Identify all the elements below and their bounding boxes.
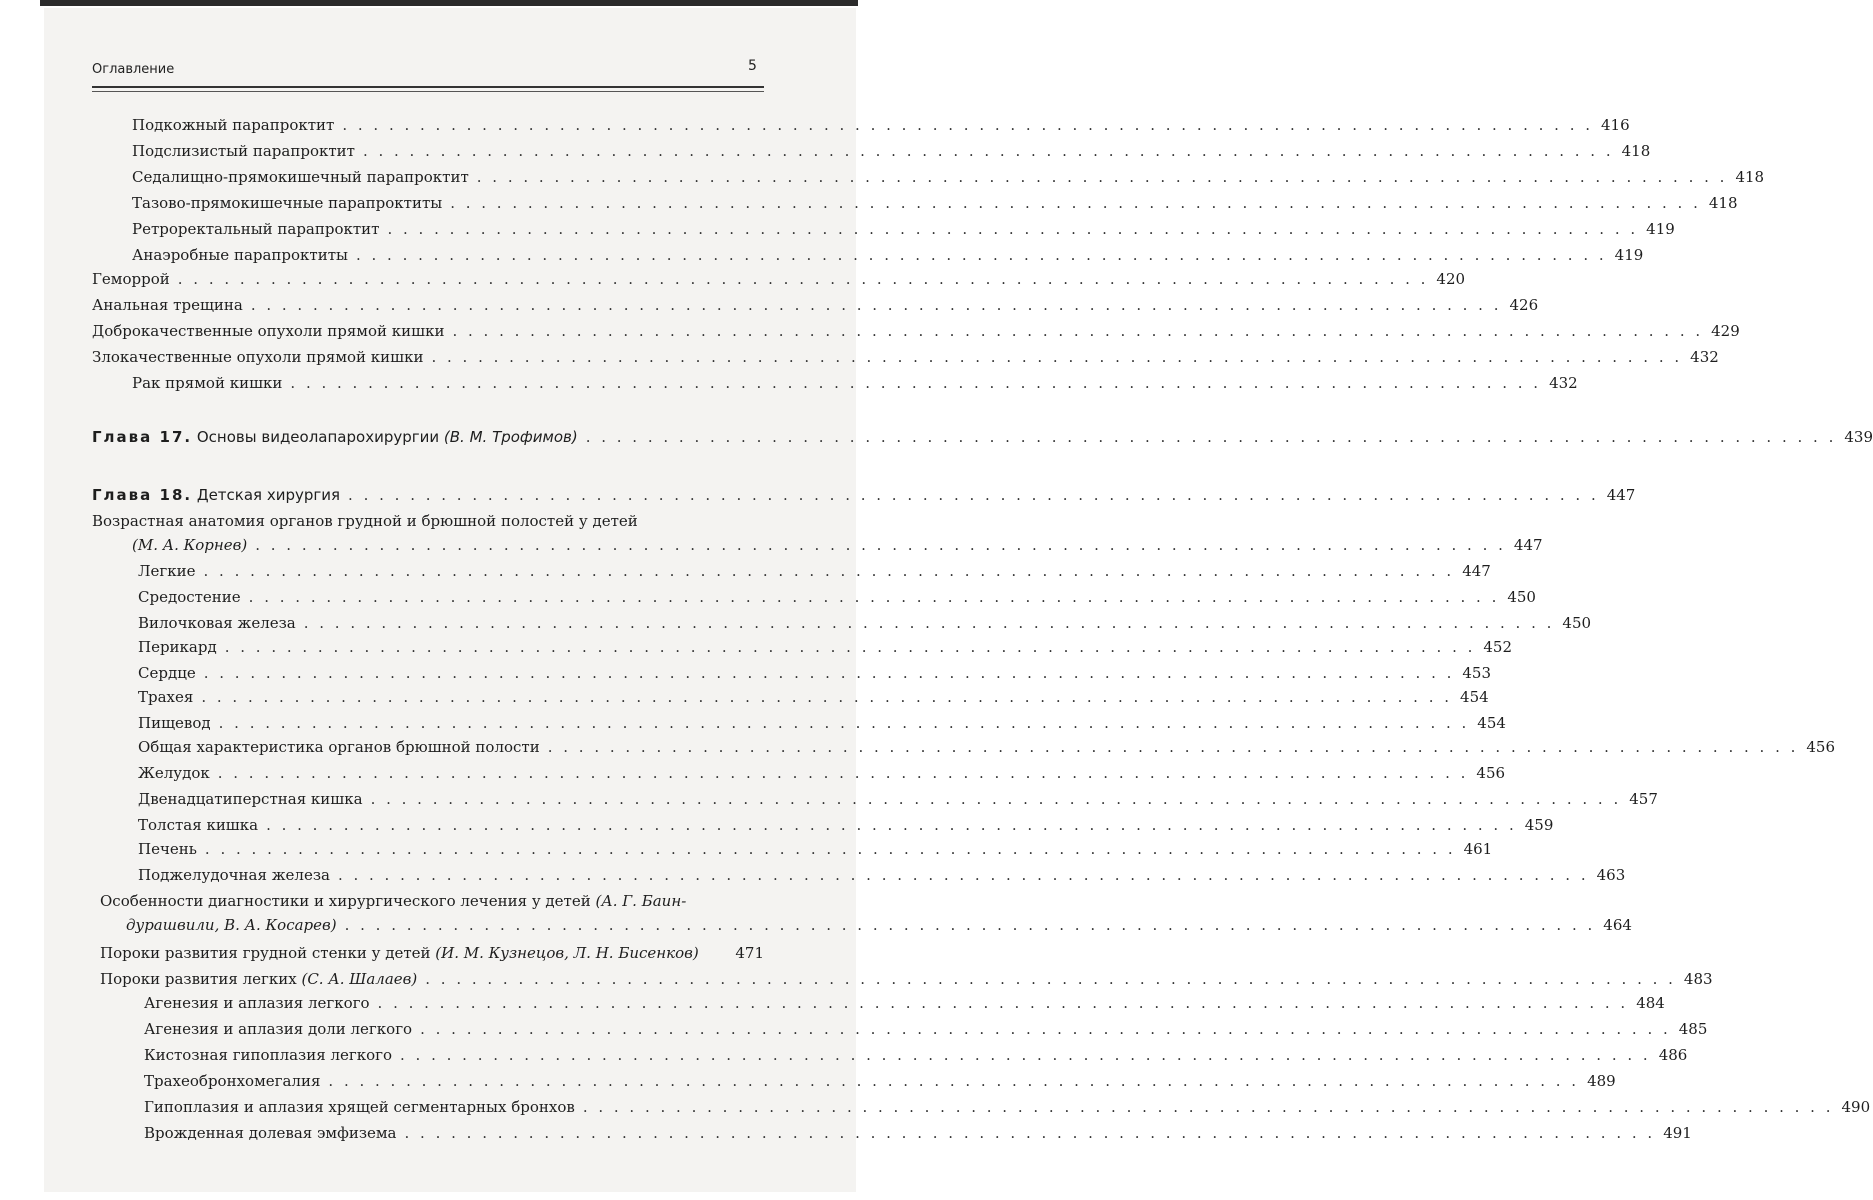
toc-entry-title: Доброкачественные опухоли прямой кишки <box>92 322 445 340</box>
toc-entry-page: 484 <box>1636 994 1665 1012</box>
toc-entry-title: Геморрой <box>92 270 170 288</box>
toc-entry-page: 416 <box>1601 116 1630 134</box>
toc-entry-page: 439 <box>1844 428 1873 446</box>
toc-entry[interactable] <box>144 990 1665 1016</box>
dot-leader: . . . . . . . . . . . . . . . . . . . . . . . . . . . . . . . . . . . . . . . . . . . . . . . . . . . . . . . . . . . . . . . . . . . . . . . . . . . . . . . . . <box>290 374 1542 392</box>
chapter-title: Детская хирургия <box>196 486 341 504</box>
toc-entry-title: Вилочковая железа <box>138 614 296 632</box>
toc-entry[interactable] <box>144 1016 1708 1042</box>
toc-entry[interactable] <box>138 634 1513 660</box>
toc-entry-title: Трахея <box>138 688 194 706</box>
page-number: 5 <box>748 58 757 74</box>
toc-entry-page: 483 <box>1683 970 1713 988</box>
toc-entry[interactable] <box>144 1120 1692 1146</box>
chapter-label: Глава 18. <box>92 486 193 504</box>
toc-entry-title: Пищевод <box>138 714 211 732</box>
dot-leader: . . . . . . . . . . . . . . . . . . . . . . . . . . . . . . . . . . . . . . . . . . . . . . . . . . . . . . . . . . . . . . . . . . . . . . . . . . . . . . . . . <box>377 994 1629 1012</box>
toc-entry-page: 432 <box>1549 374 1578 392</box>
dot-leader: . . . . . . . . . . . . . . . . . . . . . . . . . . . . . . . . . . . . . . . . . . . . . . . . . . . . . . . . . . . . . . . . . . . . . . . . . . . . . . . . . <box>420 1020 1671 1038</box>
toc-entry-page: 418 <box>1735 168 1765 186</box>
toc-entry-page: 452 <box>1483 638 1513 656</box>
toc-entry[interactable] <box>92 318 1740 344</box>
toc-entry-title: Легкие <box>138 562 196 580</box>
toc-entry-title: Общая характеристика органов брюшной полости <box>138 738 540 756</box>
toc-entry-page: 432 <box>1690 348 1719 366</box>
dot-leader: . . . . . . . . . . . . . . . . . . . . . . . . . . . . . . . . . . . . . . . . . . . . . . . . . . . . . . . . . . . . . . . . . . . . . . . . . . . . . . . . . <box>370 790 1622 808</box>
toc-entry[interactable] <box>100 940 764 966</box>
dot-leader: . . . . . . . . . . . . . . . . . . . . . . . . . . . . . . . . . . . . . . . . . . . . . . . . . . . . . . . . . . . . . . . . . . . . . . . . . . . . . . . . . <box>585 428 1837 446</box>
toc-entry-page: 450 <box>1507 588 1536 606</box>
toc-entry-page: 420 <box>1436 270 1466 288</box>
dot-leader: . . . . . . . . . . . . . . . . . . . . . . . . . . . . . . . . . . . . . . . . . . . . . . . . . . . . . . . . . . . . . . . . . . . . . . . . . . . . . . . . . <box>387 220 1639 238</box>
dot-leader: . . . . . . . . . . . . . . . . . . . . . . . . . . . . . . . . . . . . . . . . . . . . . . . . . . . . . . . . . . . . . . . . . . . . . . . . . . . . . . . . . <box>425 970 1676 988</box>
dot-leader: . . . . . . . . . . . . . . . . . . . . . . . . . . . . . . . . . . . . . . . . . . . . . . . . . . . . . . . . . . . . . . . . . . . . . . . . . . . . . . . . . <box>450 194 1701 212</box>
toc-entry-title-line[interactable]: Возрастная анатомия органов грудной и брюшной полостей у детей <box>92 512 638 530</box>
toc-entry[interactable] <box>144 1042 1688 1068</box>
toc-entry-page: 490 <box>1841 1098 1871 1116</box>
toc-entry-page: 419 <box>1614 246 1644 264</box>
dot-leader: . . . . . . . . . . . . . . . . . . . . . . . . . . . . . . . . . . . . . . . . . . . . . . . . . . . . . . . . . . . . . . . . . . . . . . . . . . . . . . . . . <box>362 142 1614 160</box>
toc-entry-title: Врожденная долевая эмфизема <box>144 1124 397 1142</box>
chapter-heading[interactable] <box>92 482 1636 508</box>
toc-entry-page: 453 <box>1462 664 1492 682</box>
toc-entry[interactable] <box>132 216 1675 242</box>
toc-entry-title: Поджелудочная железа <box>138 866 330 884</box>
toc-entry[interactable] <box>138 710 1506 736</box>
running-head: Оглавление <box>92 62 175 77</box>
toc-entry-author: (И. М. Кузнецов, Л. Н. Бисенков) <box>435 944 699 962</box>
toc-entry[interactable] <box>138 660 1492 686</box>
toc-entry-author: (М. А. Корнев) <box>132 536 248 554</box>
toc-entry-title: Агенезия и аплазия легкого <box>144 994 370 1012</box>
dot-leader: . . . . . . . . . . . . . . . . . . . . . . . . . . . . . . . . . . . . . . . . . . . . . . . . . . . . . . . . . . . . . . . . . . . . . . . . . . . . . . . . . <box>177 270 1429 288</box>
toc-entry-page: 418 <box>1708 194 1738 212</box>
toc-entry-title: Особенности диагностики и хирургического лечения у детей <box>100 892 591 910</box>
dot-leader: . . . . . . . . . . . . . . . . . . . . . . . . . . . . . . . . . . . . . . . . . . . . . . . . . . . . . . . . . . . . . . . . . . . . . . . . . . . . . . . . . <box>217 764 1469 782</box>
toc-entry-title: Анальная трещина <box>92 296 243 314</box>
dot-leader: . . . . . . . . . . . . . . . . . . . . . . . . . . . . . . . . . . . . . . . . . . . . . . . . . . . . . . . . . . . . . . . . . . . . . . . . . . . . . . . . . <box>431 348 1683 366</box>
toc-entry-title: Трахеобронхомегалия <box>144 1072 321 1090</box>
toc-entry-page: 450 <box>1562 614 1592 632</box>
toc-entry-page: 447 <box>1606 486 1636 504</box>
toc-entry-page: 461 <box>1463 840 1493 858</box>
toc-entry-page: 459 <box>1524 816 1554 834</box>
toc-entry-title: Толстая кишка <box>138 816 259 834</box>
toc-entry-page: 485 <box>1678 1020 1708 1038</box>
chapter-label: Глава 17. <box>92 428 193 446</box>
toc-entry[interactable] <box>138 584 1536 610</box>
toc-entry[interactable] <box>138 812 1554 838</box>
toc-entry-page: 454 <box>1460 688 1489 706</box>
toc-entry-title: Тазово-прямокишечные парапроктиты <box>132 194 443 212</box>
dot-leader: . . . . . . . . . . . . . . . . . . . . . . . . . . . . . . . . . . . . . . . . . . . . . . . . . . . . . . . . . . . . . . . . . . . . . . . . . . . . . . . . . <box>303 614 1555 632</box>
toc-entry-title: Злокачественные опухоли прямой кишки <box>92 348 424 366</box>
toc-entry-title: Желудок <box>138 764 210 782</box>
dot-leader: . . . . . . . . . . . . . . . . . . . . . . . . . . . . . . . . . . . . . . . . . . . . . . . . . . . . . . . . . . . . . . . . . . . . . . . . . . . . . . . . . <box>201 688 1453 706</box>
toc-entry-page: 429 <box>1711 322 1740 340</box>
toc-entry-page: 447 <box>1513 536 1543 554</box>
toc-entry-page: 419 <box>1646 220 1675 238</box>
toc-entry[interactable] <box>126 912 1632 938</box>
toc-entry-page: 447 <box>1462 562 1491 580</box>
dot-leader: . . . . . . . . . . . . . . . . . . . . . . . . . . . . . . . . . . . . . . . . . . . . . . . . . . . . . . . . . . . . . . . . . . . . . . . . . . . . . . . . . <box>476 168 1728 186</box>
toc-entry[interactable] <box>138 558 1491 584</box>
dot-leader: . . . . . . . . . . . . . . . . . . . . . . . . . . . . . . . . . . . . . . . . . . . . . . . . . . . . . . . . . . . . . . . . . . . . . . . . . . . . . . . . . <box>400 1046 1651 1064</box>
dot-leader: . . . . . . . . . . . . . . . . . . . . . . . . . . . . . . . . . . . . . . . . . . . . . . . . . . . . . . . . . . . . . . . . . . . . . . . . . . . . . . . . . <box>204 840 1456 858</box>
toc-entry-page: 426 <box>1509 296 1539 314</box>
toc-entry-title: Сердце <box>138 664 196 682</box>
toc-entry-title: Подкожный парапроктит <box>132 116 335 134</box>
dot-leader: . . . . . . . . . . . . . . . . . . . . . . . . . . . . . . . . . . . . . . . . . . . . . . . . . . . . . . . . . . . . . . . . . . . . . . . . . . . . . . . . . <box>348 486 1599 504</box>
toc-entry[interactable] <box>132 164 1765 190</box>
toc-entry-page: 456 <box>1806 738 1836 756</box>
toc-entry-title: Гипоплазия и аплазия хрящей сегментарных бронхов <box>144 1098 575 1116</box>
toc-entry-title: Ретроректальный парапроктит <box>132 220 380 238</box>
toc-entry[interactable] <box>92 344 1719 370</box>
toc-entry-author: (С. А. Шалаев) <box>301 970 418 988</box>
toc-entry[interactable] <box>132 112 1630 138</box>
toc-entry-author: дурашвили, В. А. Косарев) <box>126 916 337 934</box>
toc-entry-page: 454 <box>1477 714 1506 732</box>
toc-entry[interactable] <box>144 1094 1871 1120</box>
toc-entry[interactable] <box>100 966 1713 992</box>
dot-leader: . . . . . . . . . . . . . . . . . . . . . . . . . . . . . . . . . . . . . . . . . . . . . . . . . . . . . . . . . . . . . . . . . . . . . . . . . . . . . . . . . <box>266 816 1517 834</box>
toc-entry-title: Подслизистый парапроктит <box>132 142 355 160</box>
toc-entry[interactable] <box>92 266 1466 292</box>
toc-entry-author: (А. Г. Баин- <box>595 892 687 910</box>
toc-entry-title: Анаэробные парапроктиты <box>132 246 348 264</box>
toc-entry[interactable] <box>144 1068 1616 1094</box>
toc-entry-title: Рак прямой кишки <box>132 374 283 392</box>
toc-entry[interactable] <box>138 836 1493 862</box>
toc-entry[interactable] <box>132 532 1543 558</box>
toc-entry-page: 457 <box>1629 790 1658 808</box>
dot-leader: . . . . . . . . . . . . . . . . . . . . . . . . . . . . . . . . . . . . . . . . . . . . . . . . . . . . . . . . . . . . . . . . . . . . . . . . . . . . . . . . . <box>337 866 1589 884</box>
dot-leader: . . . . . . . . . . . . . . . . . . . . . . . . . . . . . . . . . . . . . . . . . . . . . . . . . . . . . . . . . . . . . . . . . . . . . . . . . . . . . . . . . <box>250 296 1502 314</box>
header-rule-thick <box>92 86 764 88</box>
chapter-title: Основы видеолапарохирургии <box>196 428 440 446</box>
toc-entry[interactable] <box>132 190 1738 216</box>
toc-entry[interactable] <box>138 734 1836 760</box>
dot-leader: . . . . . . . . . . . . . . . . . . . . . . . . . . . . . . . . . . . . . . . . . . . . . . . . . . . . . . . . . . . . . . . . . . . . . . . . . . . . . . . . . <box>452 322 1704 340</box>
dot-leader: . . . . . . . . . . . . . . . . . . . . . . . . . . . . . . . . . . . . . . . . . . . . . . . . . . . . . . . . . . . . . . . . . . . . . . . . . . . . . . . . . <box>582 1098 1834 1116</box>
toc-entry-title: Пороки развития грудной стенки у детей <box>100 944 431 962</box>
chapter-author: (В. М. Трофимов) <box>443 428 578 446</box>
toc-entry-title: Агенезия и аплазия доли легкого <box>144 1020 413 1038</box>
toc-entry-page: 456 <box>1476 764 1506 782</box>
toc-entry-title: Пороки развития легких <box>100 970 297 988</box>
toc-entry-title: Двенадцатиперстная кишка <box>138 790 363 808</box>
toc-entry-title: Печень <box>138 840 197 858</box>
toc-entry-page: 491 <box>1663 1124 1692 1142</box>
toc-entry[interactable] <box>132 138 1651 164</box>
dot-leader: . . . . . . . . . . . . . . . . . . . . . . . . . . . . . . . . . . . . . . . . . . . . . . . . . . . . . . . . . . . . . . . . . . . . . . . . . . . . . . . . . <box>203 664 1455 682</box>
toc-entry-page: 486 <box>1658 1046 1688 1064</box>
toc-entry-title: Кистозная гипоплазия легкого <box>144 1046 393 1064</box>
toc-entry-page: 463 <box>1596 866 1626 884</box>
dot-leader: . . . . . . . . . . . . . . . . . . . . . . . . . . . . . . . . . . . . . . . . . . . . . . . . . . . . . . . . . . . . . . . . . . . . . . . . . . . . . . . . . <box>355 246 1607 264</box>
chapter-heading[interactable] <box>92 424 1873 450</box>
dot-leader: . . . . . . . . . . . . . . . . . . . . . . . . . . . . . . . . . . . . . . . . . . . . . . . . . . . . . . . . . . . . . . . . . . . . . . . . . . . . . . . . . <box>203 562 1455 580</box>
dot-leader: . . . . . . . . . . . . . . . . . . . . . . . . . . . . . . . . . . . . . . . . . . . . . . . . . . . . . . . . . . . . . . . . . . . . . . . . . . . . . . . . . <box>328 1072 1580 1090</box>
dot-leader: . . . . . . . . . . . . . . . . . . . . . . . . . . . . . . . . . . . . . . . . . . . . . . . . . . . . . . . . . . . . . . . . . . . . . . . . . . . . . . . . . <box>547 738 1799 756</box>
toc-entry-title: Седалищно-прямокишечный парапроктит <box>132 168 469 186</box>
toc-entry[interactable] <box>138 786 1658 812</box>
header-rule-thin <box>92 91 764 92</box>
toc-entry[interactable] <box>138 684 1489 710</box>
toc-entry-page: 471 <box>735 944 764 962</box>
toc-entry[interactable] <box>138 610 1592 636</box>
toc-entry[interactable] <box>138 760 1506 786</box>
toc-entry[interactable] <box>138 862 1626 888</box>
top-edge-bar <box>40 0 858 6</box>
toc-entry-title-line[interactable] <box>100 888 764 914</box>
toc-entry-page: 489 <box>1587 1072 1616 1090</box>
toc-entry[interactable] <box>132 370 1578 396</box>
toc-entry-title: Средостение <box>138 588 241 606</box>
dot-leader: . . . . . . . . . . . . . . . . . . . . . . . . . . . . . . . . . . . . . . . . . . . . . . . . . . . . . . . . . . . . . . . . . . . . . . . . . . . . . . . . . <box>224 638 1476 656</box>
toc-entry-page: 418 <box>1621 142 1651 160</box>
dot-leader: . . . . . . . . . . . . . . . . . . . . . . . . . . . . . . . . . . . . . . . . . . . . . . . . . . . . . . . . . . . . . . . . . . . . . . . . . . . . . . . . . <box>248 588 1500 606</box>
toc-entry-title: Перикард <box>138 638 217 656</box>
dot-leader: . . . . . . . . . . . . . . . . . . . . . . . . . . . . . . . . . . . . . . . . . . . . . . . . . . . . . . . . . . . . . . . . . . . . . . . . . . . . . . . . . <box>255 536 1506 554</box>
toc-entry[interactable] <box>132 242 1644 268</box>
toc-entry[interactable] <box>92 292 1539 318</box>
dot-leader: . . . . . . . . . . . . . . . . . . . . . . . . . . . . . . . . . . . . . . . . . . . . . . . . . . . . . . . . . . . . . . . . . . . . . . . . . . . . . . . . . <box>344 916 1596 934</box>
dot-leader: . . . . . . . . . . . . . . . . . . . . . . . . . . . . . . . . . . . . . . . . . . . . . . . . . . . . . . . . . . . . . . . . . . . . . . . . . . . . . . . . . <box>342 116 1594 134</box>
dot-leader: . . . . . . . . . . . . . . . . . . . . . . . . . . . . . . . . . . . . . . . . . . . . . . . . . . . . . . . . . . . . . . . . . . . . . . . . . . . . . . . . . <box>218 714 1470 732</box>
toc-entry-page: 464 <box>1603 916 1632 934</box>
dot-leader: . . . . . . . . . . . . . . . . . . . . . . . . . . . . . . . . . . . . . . . . . . . . . . . . . . . . . . . . . . . . . . . . . . . . . . . . . . . . . . . . . <box>404 1124 1656 1142</box>
